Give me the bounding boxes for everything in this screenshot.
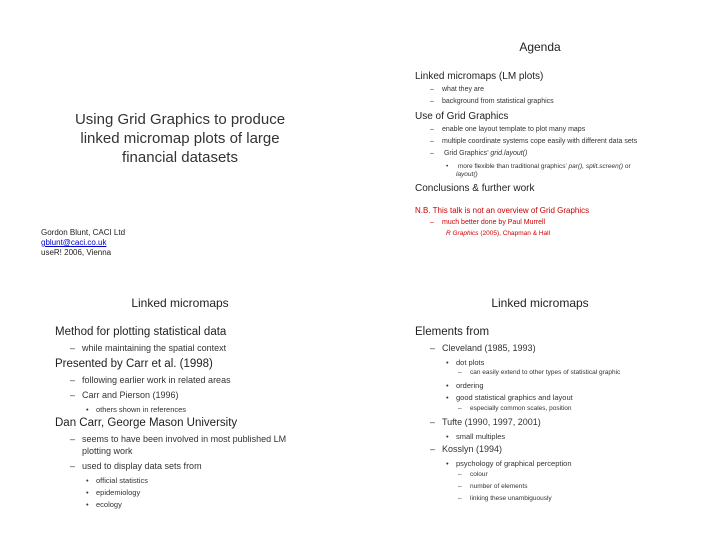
lm-left-b3b [70,461,202,471]
cover-title-line-3: financial datasets [122,149,238,166]
lm-right-b1c1b-text: number of elements [470,483,528,490]
lm-right-b1c1c-text: linking these unambiguously [470,495,552,502]
lm-right-b1b1-text: small multiples [456,432,506,441]
cover-title-line-1: Using Grid Graphics to produce [74,111,286,128]
agenda-item-2c1-code2: layout() [456,171,478,178]
agenda-note-a [430,219,545,226]
event-name: useR! 2006, Vienna [41,248,112,257]
lm-right-b1b-text: Tufte (1990, 1997, 2001) [442,417,541,427]
agenda-note: N.B. This talk is not an overview of Grid Graphics [415,206,590,215]
lm-left-b2b1-text: others shown in references [96,405,187,414]
lm-right-b1c1a [458,471,488,478]
lm-left-b1a [70,343,226,353]
agenda-item-2c1-cont [456,171,478,178]
lm-left-b3b2-text: epidemiology [96,488,141,497]
lm-left-b3b-text: used to display data sets from [82,461,202,471]
lm-right-b1a [430,343,536,353]
lm-right-b1b1 [446,432,505,441]
lm-left-b3b3-text: ecology [96,500,122,509]
lm-left-b1a-text: while maintaining the spatial context [82,343,227,353]
agenda-item-2c [430,150,527,157]
agenda-item-3: Conclusions & further work [415,183,535,194]
lm-left-b1: Method for plotting statistical data [55,326,227,338]
agenda-slide [360,0,720,278]
lm-right-b1a-text: Cleveland (1985, 1993) [442,343,536,353]
lm-right-b1c1 [446,459,572,468]
lm-left-b3b3 [86,500,122,509]
lm-right-b1a3 [446,393,573,402]
lm-right-b1a1a-text: can easily extend to other types of statistical graphic [470,369,621,376]
agenda-item-2b-text: multiple coordinate systems cope easily with different data sets [442,138,638,145]
agenda-item-1: Linked micromaps (LM plots) [415,71,544,82]
agenda-item-1b-text: background from statistical graphics [442,98,554,105]
lm-right-b1c1-text: psychology of graphical perception [456,459,572,468]
agenda-item-1a [430,86,484,93]
lm-left-b2b-text: Carr and Pierson (1996) [82,390,179,400]
lm-right-b1a3-text: good statistical graphics and layout [456,393,573,402]
agenda-item-2c-code: grid.layout() [490,150,528,157]
lm-left-b3b1-text: official statistics [96,476,148,485]
lm-left-b3a [70,434,286,444]
lm-right-title: Linked micromaps [491,296,589,310]
agenda-note-ref-book: R Graphics [446,230,479,237]
lm-right-b1a2-text: ordering [456,381,484,390]
lm-left-b3: Dan Carr, George Mason University [55,417,238,429]
lm-right-b1a3a [458,405,572,412]
lm-right-b1a1a [458,369,620,376]
lm-left-b3a-cont: plotting work [82,446,133,456]
lm-left-title: Linked micromaps [131,296,229,310]
lm-right-b1c1b [458,483,527,490]
agenda-item-1b [430,98,554,105]
agenda-item-2c1-prefix: more flexible than traditional graphics’ [457,163,567,170]
agenda-note-a-text: much better done by Paul Murrell [442,219,546,226]
agenda-item-1a-text: what they are [442,86,485,93]
agenda-item-2b [430,138,637,145]
lm-right-b1: Elements from [415,326,490,338]
lm-right-b1c1c [458,495,552,502]
agenda-item-2a [430,126,585,133]
lm-left-b3b1 [86,476,148,485]
cover-title [50,110,310,167]
agenda-item-2a-text: enable one layout template to plot many maps [442,126,586,133]
agenda-note-ref-rest: (2005), Chapman & Hall [480,230,551,237]
lm-left-b2a [70,375,231,385]
author: Gordon Blunt, CACI Ltd [41,228,126,237]
lm-right-b1c1a-text: colour [470,471,488,478]
lm-right-b1a2 [446,381,484,390]
lm-right-b1a1 [446,358,484,367]
lm-left-b3a-line1: seems to have been involved in most published LM [82,434,287,444]
lm-left-b2a-text: following earlier work in related areas [82,375,231,385]
agenda-item-2c1-or: or [624,163,631,170]
agenda-item-2: Use of Grid Graphics [415,111,509,122]
lm-right-b1c [430,444,502,454]
lm-left-b2: Presented by Carr et al. (1998) [55,358,213,370]
lm-left-b2b1 [86,405,186,414]
lm-right-b1a3a-text: especially common scales, position [470,405,572,412]
lm-right-b1b [430,417,541,427]
lm-left-b2b [70,390,179,400]
cover-title-line-2: linked micromap plots of large [80,130,280,147]
agenda-item-2c1-code1: par(), split.screen() [568,163,624,170]
lm-right-b1a1-text: dot plots [456,358,485,367]
lm-left-slide [0,278,360,556]
author-email-link[interactable]: gblunt@caci.co.uk [41,238,107,247]
agenda-title: Agenda [519,40,561,54]
agenda-note-ref [446,230,550,237]
lm-right-b1c-text: Kosslyn (1994) [442,444,503,454]
lm-right-slide [360,278,720,556]
agenda-item-2c-prefix: Grid Graphics’ [443,150,489,157]
lm-left-b3b2 [86,488,140,497]
cover-slide [0,0,360,278]
